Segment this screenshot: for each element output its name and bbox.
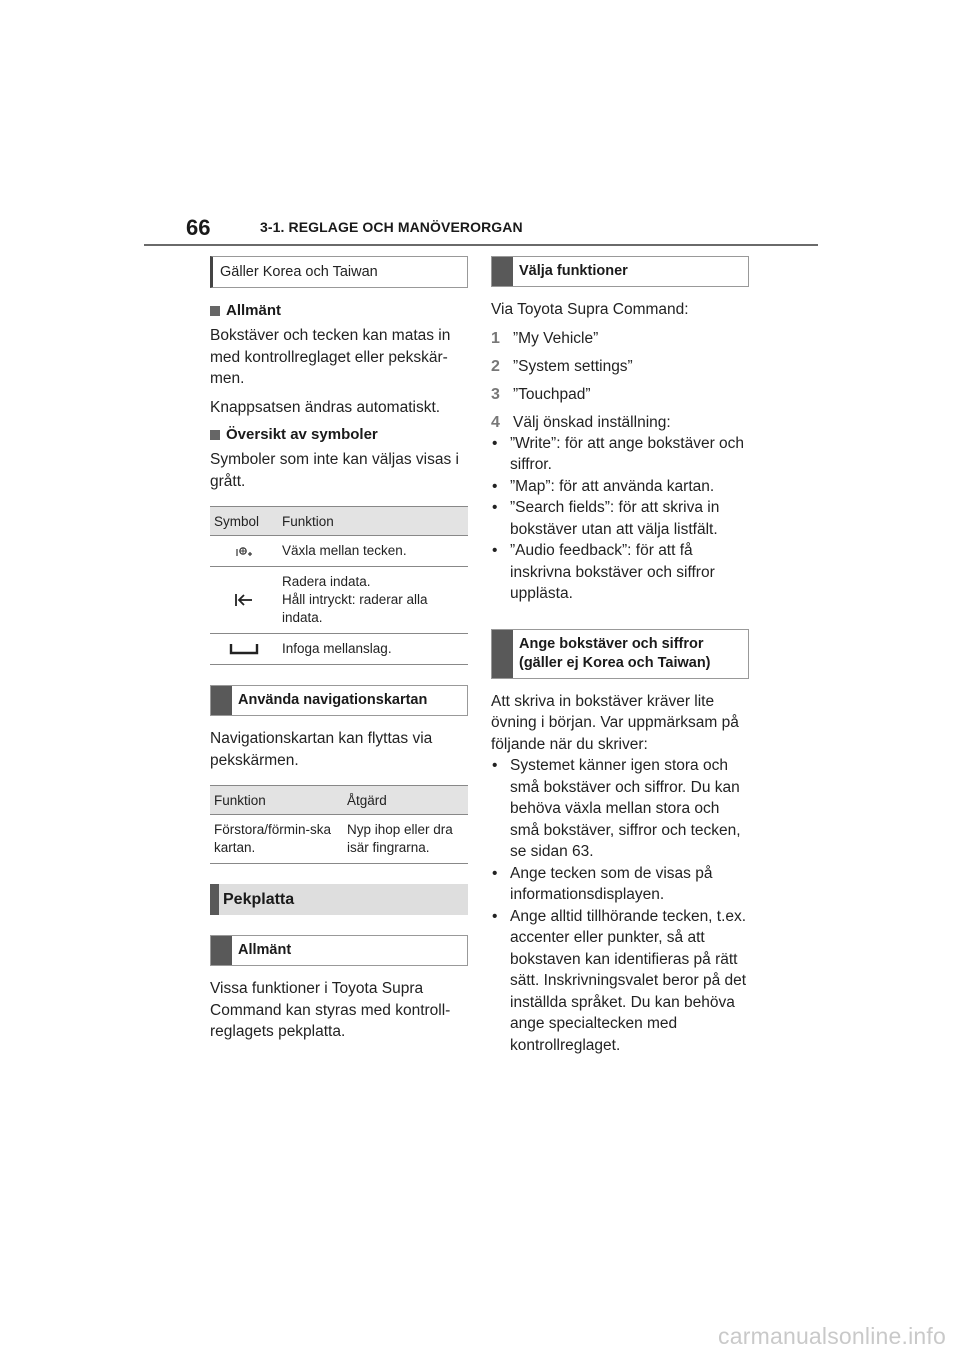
table-header-symbol: Symbol [210,507,278,536]
region-note: Gäller Korea och Taiwan [210,256,468,288]
right-column [491,256,749,1074]
step-item [491,412,749,433]
symbols-paragraph: Symboler som inte kan väljas visas i grått. [210,451,459,490]
touchpad-options-list [491,433,749,605]
enter-characters-heading: Ange bokstäver och siffror (gäller ej Korea och Taiwan) [519,635,711,671]
symbol-function-text: Radera indata. Håll intryckt: raderar alla indata. [278,567,468,634]
nav-map-heading-box [210,685,468,716]
table-header-function: Funktion [278,507,468,536]
heading-bar [211,936,232,965]
table-header-function: Funktion [210,786,343,815]
list-item: • ”Search fields”: för att skriva in bokstäver utan att välja listfält. [491,497,749,540]
table-row [210,536,468,567]
symbol-function-text: Växla mellan tecken. [278,536,468,567]
nav-map-paragraph: Navigationskartan kan flyttas via pekskärmen. [210,730,433,769]
symbol-cell [210,634,278,665]
symbols-heading [210,426,468,443]
table-row [210,567,468,634]
square-bullet-icon [210,430,220,440]
symbol-cell [210,536,278,567]
heading-bar [492,630,513,678]
symbols-heading-text: Översikt av symboler [226,426,378,443]
touchpad-heading: Pekplatta [223,891,295,908]
general-heading-text: Allmänt [226,302,282,319]
table-row [210,815,468,864]
step-number: 3 [491,385,500,403]
symbol-function-text: Infoga mellanslag. [278,634,468,665]
section-title: 3-1. REGLAGE OCH MANÖVERORGAN [260,219,523,235]
table-header-row [210,507,468,536]
step-number: 1 [491,329,500,347]
touchpad-general-heading-box [210,935,468,966]
nav-table [210,785,468,864]
step-text: Välj önskad inställning: [513,413,671,431]
touchpad-general-heading: Allmänt [238,942,292,958]
step-text: ”My Vehicle” [513,329,599,347]
general-paragraph-2: Knappsatsen ändras automatiskt. [210,398,441,416]
list-item: • ”Map”: för att använda kartan. [491,476,749,498]
symbol-cell [210,567,278,634]
general-heading [210,302,468,319]
touchpad-paragraph: Vissa funktioner i Toyota Supra Command kan styras med kontroll-reglagets pekplatta. [210,980,451,1040]
select-functions-heading-box [491,256,749,287]
enter-paragraph: Att skriva in bokstäver kräver lite övning i början. Var uppmärksam på följande när du skriver: [491,692,739,753]
list-item: • ”Audio feedback”: för att få inskrivna bokstäver och siffror upplästa. [491,540,749,605]
header-divider [144,244,818,246]
list-item: • Ange tecken som de visas på informationsdisplayen. [491,863,749,906]
left-column [210,256,468,1050]
select-functions-heading: Välja funktioner [519,263,628,279]
heading-bar [211,686,232,715]
step-item [491,356,749,377]
symbol-table [210,506,468,665]
language-switch-icon [235,544,253,558]
step-text: ”Touchpad” [513,385,591,403]
table-header-row [210,786,468,815]
step-text: ”System settings” [513,357,633,375]
step-number: 2 [491,357,500,375]
watermark: carmanualsonline.info [718,1323,946,1349]
page-number: 66 [186,215,211,240]
step-item [491,328,749,349]
general-paragraph-1: Bokstäver och tecken kan matas in med kontrollreglaget eller pekskär-men. [210,327,451,387]
list-item: • Ange alltid tillhörande tecken, t.ex. accenter eller punkter, så att bokstaven kan identifieras på rätt sätt. Inskrivningsvalet beror på det inställda språket. Du kan behöva ange specialtecken med kontrollreglaget. [491,906,749,1057]
nav-function-cell: Förstora/förmin-ska kartan. [210,815,343,864]
select-intro: Via Toyota Supra Command: [491,301,689,318]
list-item: • Systemet känner igen stora och små bokstäver och siffror. Du kan behöva växla mellan stora och små bokstäver, siffror och tecken, se sidan 63. [491,755,749,863]
table-header-action: Åtgärd [343,786,468,815]
backspace-arrow-icon [234,592,254,608]
heading-bar [210,884,219,915]
space-bar-icon [229,643,259,655]
step-number: 4 [491,413,500,431]
touchpad-section-heading [210,884,468,915]
square-bullet-icon [210,306,220,316]
heading-bar [492,257,513,286]
step-item [491,384,749,405]
table-row [210,634,468,665]
enter-tips-list [491,755,749,1056]
list-item: • ”Write”: för att ange bokstäver och siffror. [491,433,749,476]
nav-map-heading: Använda navigationskartan [238,692,428,708]
enter-characters-heading-box [491,629,749,679]
nav-action-cell: Nyp ihop eller dra isär fingrarna. [343,815,468,864]
